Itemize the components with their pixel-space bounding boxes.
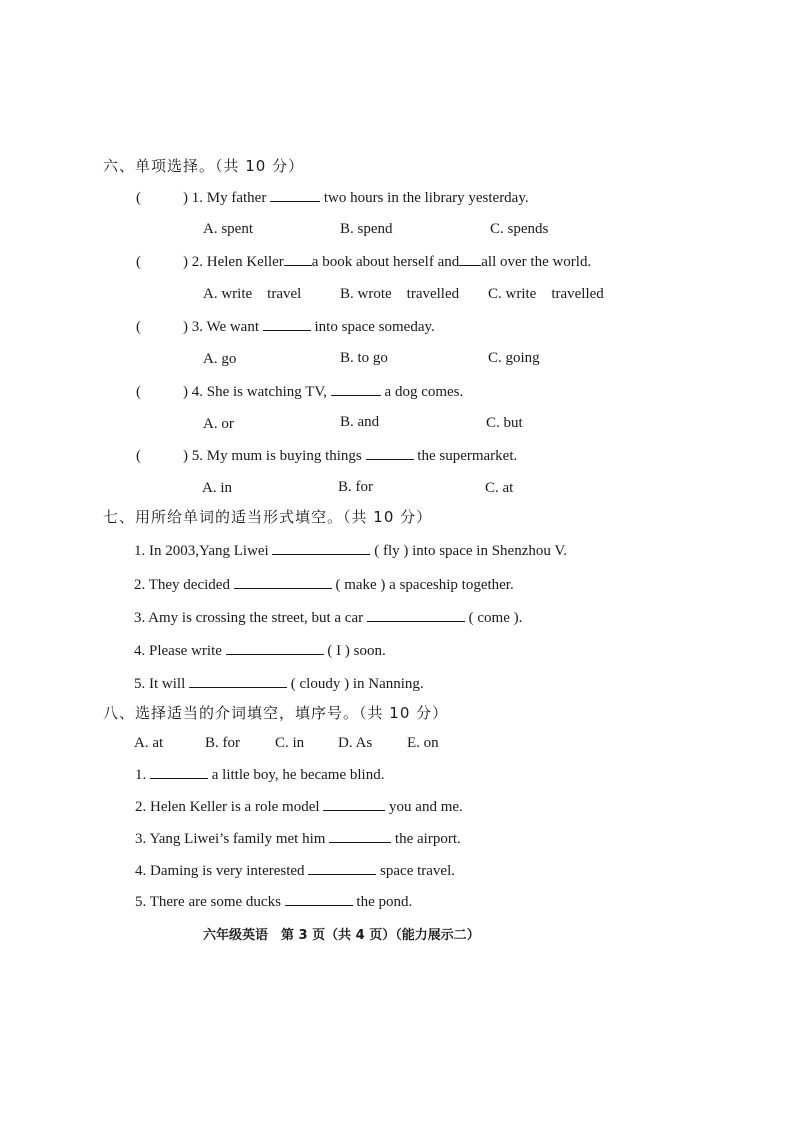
answer-paren-open[interactable]: ( xyxy=(136,319,141,335)
fill-item xyxy=(134,540,567,561)
item-text: ( I ) soon. xyxy=(327,643,386,659)
answer-blank[interactable] xyxy=(270,187,320,202)
item-text: ( cloudy ) in Nanning. xyxy=(290,676,424,692)
answer-blank[interactable] xyxy=(272,540,370,555)
answer-paren-open[interactable]: ( xyxy=(136,190,141,206)
question-text: She is watching TV, xyxy=(206,384,328,400)
answer-paren-close: ) xyxy=(183,384,188,400)
section6-heading: 六、单项选择。（共 10 分） xyxy=(103,157,305,175)
answer-blank[interactable] xyxy=(285,891,353,906)
option-b: B. and xyxy=(340,414,380,430)
question-row xyxy=(136,445,517,466)
option-c: C. write travelled xyxy=(488,286,604,302)
fill-item xyxy=(134,673,424,694)
question-row xyxy=(136,381,463,402)
fill-item xyxy=(134,607,522,628)
item-text: 4. Daming is very interested xyxy=(135,863,305,879)
answer-blank[interactable] xyxy=(367,607,465,622)
question-text: My father xyxy=(206,190,267,206)
fill-item xyxy=(135,764,384,785)
question-number: 4. xyxy=(191,384,203,400)
option-c: C. going xyxy=(488,350,540,366)
answer-blank[interactable] xyxy=(366,445,414,460)
option-a: A. in xyxy=(202,480,232,496)
page-footer: 六年级英语 第 3 页（共 4 页）（能力展示二） xyxy=(203,928,480,943)
item-text: the airport. xyxy=(394,831,461,847)
question-text: into space someday. xyxy=(314,319,435,335)
answer-blank[interactable] xyxy=(284,251,312,266)
fill-item xyxy=(134,640,386,661)
item-text: 1. xyxy=(135,767,147,783)
answer-paren-close: ) xyxy=(183,254,188,270)
answer-blank[interactable] xyxy=(189,673,287,688)
question-text: Helen Keller xyxy=(206,254,284,270)
answer-paren-close: ) xyxy=(183,319,188,335)
option-a: A. go xyxy=(203,351,237,367)
option-a: A. spent xyxy=(203,221,253,237)
item-text: ( come ). xyxy=(468,610,523,626)
answer-blank[interactable] xyxy=(308,860,376,875)
option-a: A. write travel xyxy=(203,286,302,302)
option-b: B. to go xyxy=(340,350,388,366)
question-number: 5. xyxy=(191,448,203,464)
item-text: you and me. xyxy=(389,799,463,815)
option-a: A. or xyxy=(203,416,234,432)
answer-blank[interactable] xyxy=(234,574,332,589)
item-text: space travel. xyxy=(380,863,456,879)
question-text: My mum is buying things xyxy=(206,448,362,464)
item-text: the pond. xyxy=(356,894,413,910)
preposition-choice: D. As xyxy=(338,735,373,751)
section8-heading: 八、选择适当的介词填空，填序号。（共 10 分） xyxy=(103,704,449,722)
item-text: 5. There are some ducks xyxy=(135,894,281,910)
fill-item xyxy=(135,860,455,881)
preposition-choice: B. for xyxy=(205,735,240,751)
answer-blank[interactable] xyxy=(329,828,391,843)
option-c: C. spends xyxy=(490,221,549,237)
preposition-choice: E. on xyxy=(407,735,439,751)
answer-blank[interactable] xyxy=(459,251,481,266)
question-text: a book about herself and xyxy=(311,254,460,270)
item-text: ( fly ) into space in Shenzhou V. xyxy=(374,543,567,559)
answer-paren-open[interactable]: ( xyxy=(136,384,141,400)
fill-item xyxy=(135,828,461,849)
answer-blank[interactable] xyxy=(263,316,311,331)
question-text: a dog comes. xyxy=(384,384,464,400)
fill-item xyxy=(135,891,412,912)
question-text: We want xyxy=(206,319,260,335)
answer-blank[interactable] xyxy=(323,796,385,811)
item-text: a little boy, he became blind. xyxy=(211,767,385,783)
question-row xyxy=(136,251,591,272)
question-text: two hours in the library yesterday. xyxy=(323,190,529,206)
item-text: 3. Amy is crossing the street, but a car xyxy=(134,610,364,626)
option-b: B. wrote travelled xyxy=(340,286,460,302)
item-text: 2. They decided xyxy=(134,577,230,593)
answer-paren-close: ) xyxy=(183,190,188,206)
answer-blank[interactable] xyxy=(331,381,381,396)
question-text: all over the world. xyxy=(481,254,592,270)
question-text: the supermarket. xyxy=(417,448,518,464)
item-text: 4. Please write xyxy=(134,643,222,659)
question-number: 1. xyxy=(191,190,203,206)
item-text: 2. Helen Keller is a role model xyxy=(135,799,320,815)
option-b: B. spend xyxy=(340,221,393,237)
answer-paren-open[interactable]: ( xyxy=(136,448,141,464)
option-c: C. at xyxy=(485,480,514,496)
preposition-choice: C. in xyxy=(275,735,305,751)
question-number: 3. xyxy=(191,319,203,335)
question-row xyxy=(136,316,435,337)
answer-blank[interactable] xyxy=(226,640,324,655)
question-row xyxy=(136,187,529,208)
option-b: B. for xyxy=(338,479,373,495)
fill-item xyxy=(135,796,463,817)
question-number: 2. xyxy=(191,254,203,270)
fill-item xyxy=(134,574,514,595)
answer-paren-close: ) xyxy=(183,448,188,464)
item-text: 3. Yang Liwei’s family met him xyxy=(135,831,326,847)
item-text: 5. It will xyxy=(134,676,186,692)
answer-paren-open[interactable]: ( xyxy=(136,254,141,270)
option-c: C. but xyxy=(486,415,523,431)
answer-blank[interactable] xyxy=(150,764,208,779)
item-text: 1. In 2003,Yang Liwei xyxy=(134,543,269,559)
preposition-choice: A. at xyxy=(134,735,164,751)
item-text: ( make ) a spaceship together. xyxy=(335,577,514,593)
section7-heading: 七、用所给单词的适当形式填空。（共 10 分） xyxy=(103,508,433,526)
